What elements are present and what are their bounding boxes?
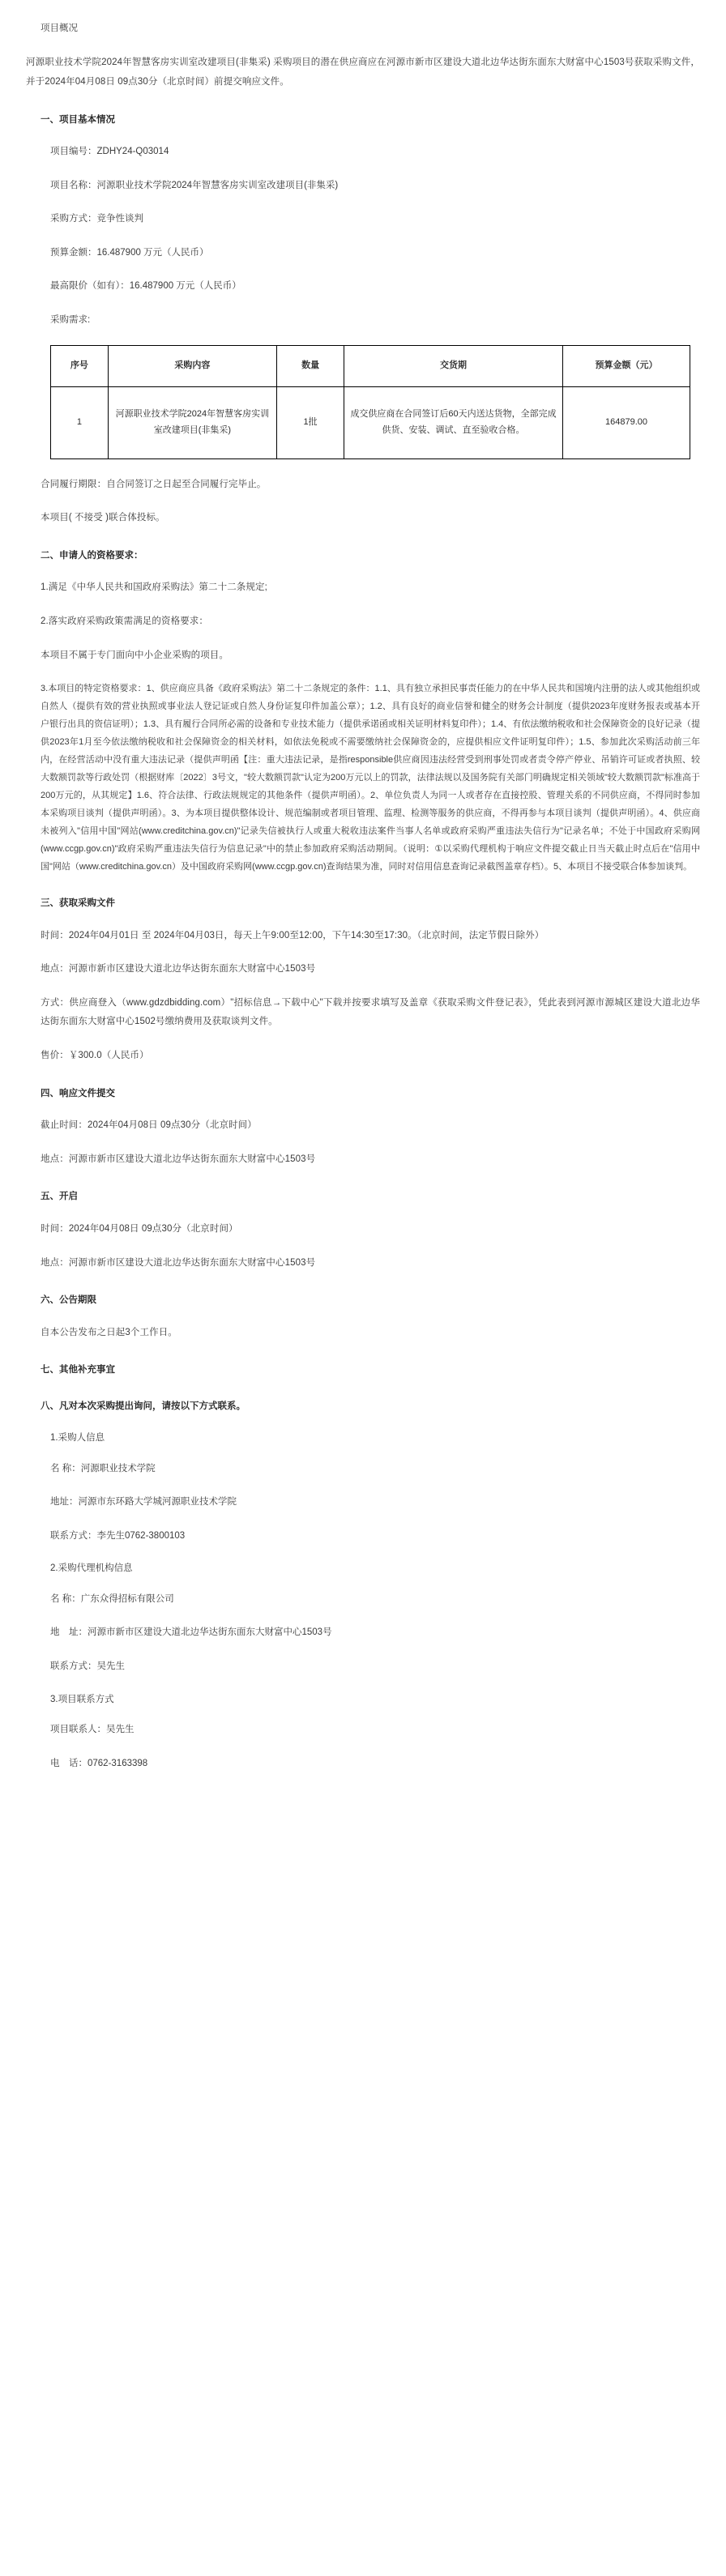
subheading-project-contact: 3.项目联系方式 <box>50 1694 114 1704</box>
section-heading-opening: 五、开启 <box>41 1192 78 1202</box>
method-label: 采购方式： <box>50 214 97 224</box>
announcement-period-body: 自本公告发布之日起3个工作日。 <box>41 1327 177 1337</box>
method-value: 竞争性谈判 <box>96 214 143 224</box>
agency-address-label: 地 址： <box>50 1627 88 1638</box>
project-no-label: 项目编号： <box>50 147 97 157</box>
section-heading-announcement-period: 六、公告期限 <box>41 1295 96 1306</box>
project-contact-person-label: 项目联系人： <box>50 1725 106 1735</box>
agency-name-label: 名 称： <box>50 1593 81 1604</box>
submit-place-value: 河源市新市区建设大道北边华达街东面东大财富中心1503号 <box>68 1154 316 1164</box>
obtain-time <box>41 927 700 946</box>
project-no-value: ZDHY24-Q03014 <box>96 147 169 157</box>
th-content: 采购内容 <box>108 345 276 386</box>
qualification-item-1: 1.满足《中华人民共和国政府采购法》第二十二条规定; <box>41 582 267 593</box>
obtain-way-value: 供应商登入（www.gdzdbidding.com）"招标信息→下载中心"下载并按要求填写及盖章《获取采购文件登记表》，凭此表到河源市源城区建设大道北边华达街东面东大财富中心1502号缴纳费用及获取谈判文件。 <box>41 997 700 1027</box>
th-qty: 数量 <box>277 345 344 386</box>
opening-time <box>41 1220 700 1239</box>
page-title: 项目概况 <box>41 23 78 33</box>
cell-content: 河源职业技术学院2024年智慧客房实训室改建项目(非集采) <box>108 386 276 458</box>
section-heading-qualification: 二、申请人的资格要求： <box>41 550 143 561</box>
section-heading-contact: 八、凡对本次采购提出询问，请按以下方式联系。 <box>41 1401 246 1412</box>
buyer-address-value: 河源市东环路大学城河源职业技术学院 <box>78 1497 237 1508</box>
obtain-time-value: 2024年04月01日 至 2024年04月03日，每天上午9:00至12:00，下午14:30至17:30。（北京时间，法定节假日除外） <box>68 930 544 940</box>
cell-no: 1 <box>51 386 109 458</box>
agency-contact-label: 联系方式： <box>50 1661 97 1672</box>
th-delivery: 交货期 <box>344 345 563 386</box>
field-requirement-label: 采购需求: <box>50 315 91 326</box>
agency-name <box>50 1590 700 1610</box>
obtain-place-label: 地点： <box>41 964 69 975</box>
section-heading-obtain-documents: 三、获取采购文件 <box>41 898 115 909</box>
buyer-contact <box>50 1527 700 1546</box>
obtain-price-value: ￥300.0（人民币） <box>68 1051 149 1061</box>
opening-time-label: 时间： <box>41 1224 69 1235</box>
th-amount: 预算金额（元） <box>562 345 690 386</box>
project-contact-phone-label: 电 话： <box>50 1758 88 1768</box>
procurement-requirement-table <box>50 345 690 459</box>
opening-place <box>41 1254 700 1273</box>
qualification-item-2-body: 本项目不属于专门面向中小企业采购的项目。 <box>41 650 228 660</box>
project-contact-phone <box>50 1755 700 1774</box>
submit-deadline-label: 截止时间： <box>41 1120 88 1131</box>
th-no: 序号 <box>51 345 109 386</box>
agency-address <box>50 1623 700 1643</box>
buyer-name-label: 名 称： <box>50 1463 81 1474</box>
field-project-name <box>50 177 700 196</box>
project-name-label: 项目名称： <box>50 180 97 190</box>
project-name-value: 河源职业技术学院2024年智慧客房实训室改建项目(非集采) <box>96 180 339 190</box>
buyer-contact-value: 李先生0762-3800103 <box>96 1530 186 1541</box>
buyer-address-label: 地址： <box>50 1497 79 1508</box>
submit-deadline <box>41 1116 700 1136</box>
agency-contact-value: 吴先生 <box>96 1661 125 1672</box>
section-heading-basic-info: 一、项目基本情况 <box>41 114 115 125</box>
submit-place <box>41 1150 700 1170</box>
agency-contact <box>50 1657 700 1677</box>
opening-place-label: 地点： <box>41 1257 69 1268</box>
project-contact-phone-value: 0762-3163398 <box>88 1758 148 1768</box>
budget-label: 预算金额： <box>50 247 97 258</box>
section-heading-submit-response: 四、响应文件提交 <box>41 1088 115 1098</box>
obtain-price-label: 售价： <box>41 1051 69 1061</box>
field-project-no <box>50 143 700 162</box>
agency-address-value: 河源市新市区建设大道北边华达街东面东大财富中心1503号 <box>88 1627 332 1638</box>
max-price-value: 16.487900 万元（人民币） <box>129 281 241 292</box>
agency-name-value: 广东众得招标有限公司 <box>80 1593 174 1604</box>
obtain-way <box>41 994 700 1032</box>
obtain-place-value: 河源市新市区建设大道北边华达街东面东大财富中心1503号 <box>68 964 316 975</box>
obtain-way-label: 方式： <box>41 997 70 1008</box>
field-max-price <box>50 277 700 296</box>
subheading-buyer-info: 1.采购人信息 <box>50 1432 105 1443</box>
consortium-statement: 本项目( 不接受 )联合体投标。 <box>41 513 165 523</box>
intro-paragraph: 河源职业技术学院2024年智慧客房实训室改建项目(非集采) 采购项目的潜在供应商应在河源市新市区建设大道北边华达街东面东大财富中心1503号获取采购文件，并于2024年04月08日 09点30分（北京时间）前提交响应文件。 <box>26 58 700 87</box>
table-row <box>51 386 690 458</box>
submit-deadline-value: 2024年04月08日 09点30分（北京时间） <box>88 1120 257 1131</box>
buyer-name <box>50 1460 700 1479</box>
obtain-price <box>41 1047 700 1066</box>
submit-place-label: 地点： <box>41 1154 69 1164</box>
project-contact-person-value: 吴先生 <box>106 1725 135 1735</box>
opening-time-value: 2024年04月08日 09点30分（北京时间） <box>68 1224 238 1235</box>
project-contact-person <box>50 1721 700 1740</box>
buyer-name-value: 河源职业技术学院 <box>80 1463 156 1474</box>
qualification-item-3: 3.本项目的特定资格要求：1、供应商应具备《政府采购法》第二十二条规定的条件：1.1、具有独立承担民事责任能力的在中华人民共和国境内注册的法人或其他组织或自然人（提供有效的营业执照或事业法人登记证或自然人身份证复印件加盖公章）；1.2、具有良好的商业信誉和健全的财务会计制度（提供2023年度财务报表或基本开户银行出具的资信证明）；1.3、具有履行合同所必需的设备和专业技术能力（提供承诺函或相关证明材料复印件）；1.4、有依法缴纳税收和社会保障资金的良好记录（提供2023年1月至今依法缴纳税收和社会保障资金的相关材料，如依法免税或不需要缴纳社会保障资金的，应提供相应文件证明复印件）；1.5、参加此次采购活动前三年内，在经营活动中没有重大违法记录（提供声明函【注：重大违法记录，是指responsible供应商因违法经营受到刑事处罚或者责令停产停业、吊销许可证或者执照、较大数额罚款等行政处罚（根据财库〔2022〕3号文，"较大数额罚款"认定为200万元以上的罚款，法律法规以及国务院有关部门明确规定相关领域"较大数额罚款"标准高于200万元的，从其规定】1.6、符合法律、行政法规规定的其他条件（提供声明函）。2、单位负责人为同一人或者存在直接控股、管理关系的不同供应商，不得同时参加本采购项目谈判（提供声明函）。3、为本项目提供整体设计、规范编制或者项目管理、监理、检测等服务的供应商，不得再参与本项目谈判（提供声明函）。4、供应商未被列入"信用中国"网站(www.creditchina.gov.cn)"记录失信被执行人或重大税收违法案件当事人名单或政府采购严重违法失信行为"记录名单；不处于中国政府采购网(www.ccgp.gov.cn)"政府采购严重违法失信行为信息记录"中的禁止参加政府采购活动期间。（说明：①以采购代理机构于响应文件提交截止日当天截止时点后在"信用中国"网站（www.creditchina.gov.cn）及中国政府采购网(www.ccgp.gov.cn)查询结果为准，同时对信用信息查询记录截图盖章存档）。5、本项目不接受联合体参加谈判。 <box>41 684 700 872</box>
field-procurement-method <box>50 210 700 229</box>
contract-term: 合同履行期限：自合同签订之日起至合同履行完毕止。 <box>41 479 267 489</box>
opening-place-value: 河源市新市区建设大道北边华达街东面东大财富中心1503号 <box>68 1257 316 1268</box>
cell-amount: 164879.00 <box>562 386 690 458</box>
obtain-time-label: 时间： <box>41 930 69 940</box>
subheading-agency-info: 2.采购代理机构信息 <box>50 1563 133 1574</box>
buyer-address <box>50 1493 700 1512</box>
qualification-item-2: 2.落实政府采购政策需满足的资格要求： <box>41 616 208 626</box>
table-header-row <box>51 345 690 386</box>
buyer-contact-label: 联系方式： <box>50 1530 97 1541</box>
cell-qty: 1批 <box>277 386 344 458</box>
field-budget <box>50 244 700 263</box>
budget-value: 16.487900 万元（人民币） <box>96 247 209 258</box>
section-heading-other-matters: 七、其他补充事宜 <box>41 1365 115 1375</box>
cell-delivery: 成交供应商在合同签订后60天内送达货物，全部完成供货、安装、调试、直至验收合格。 <box>344 386 563 458</box>
obtain-place <box>41 960 700 979</box>
max-price-label: 最高限价（如有）： <box>50 281 130 292</box>
